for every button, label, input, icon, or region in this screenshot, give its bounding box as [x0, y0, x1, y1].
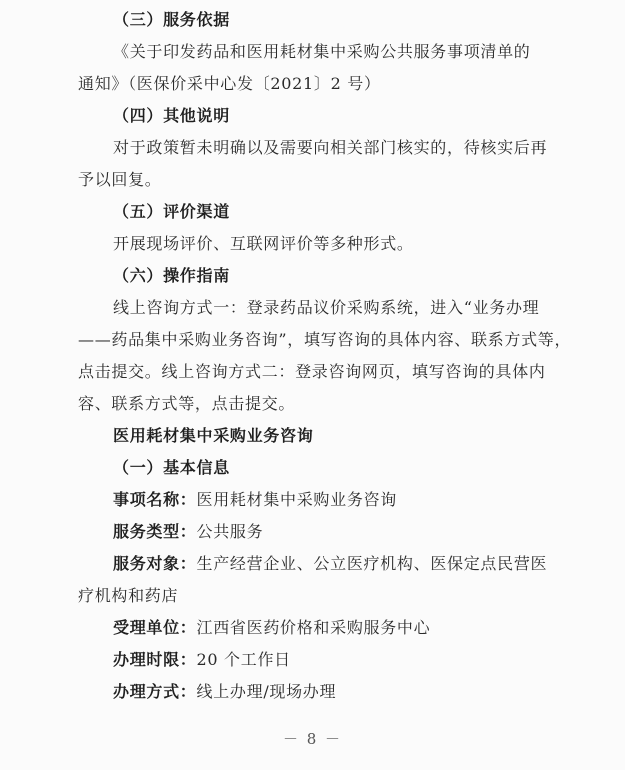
field-label: 办理方式： — [113, 682, 197, 701]
item-title: 医用耗材集中采购业务咨询 — [113, 426, 314, 445]
field-accepting-unit — [113, 618, 430, 638]
field-value-continuation: 疗机构和药店 — [78, 586, 179, 605]
paragraph-line: 线上咨询方式一：登录药品议价采购系统，进入“业务办理 — [113, 298, 540, 317]
field-value: 生产经营企业、公立医疗机构、医保定点民营医 — [196, 554, 548, 573]
field-service-type — [113, 522, 263, 542]
page-number: － 8 － — [282, 730, 343, 748]
section-heading-service-basis: （三）服务依据 — [113, 10, 230, 29]
field-time-limit — [113, 650, 291, 670]
field-label: 事项名称： — [113, 490, 197, 509]
field-service-target — [113, 554, 547, 574]
field-value: 线上办理/现场办理 — [196, 682, 337, 701]
field-label: 服务对象： — [113, 554, 197, 573]
paragraph-line: 点击提交。线上咨询方式二：登录咨询网页，填写咨询的具体内 — [78, 362, 546, 381]
field-label: 办理时限： — [113, 650, 197, 669]
field-value: 公共服务 — [196, 522, 264, 541]
field-handling-method — [113, 682, 336, 702]
field-item-name — [113, 490, 397, 510]
field-label: 服务类型： — [113, 522, 197, 541]
paragraph-line: 《关于印发药品和医用耗材集中采购公共服务事项清单的 — [113, 42, 531, 61]
field-value: 医用耗材集中采购业务咨询 — [196, 490, 397, 509]
paragraph-line: 通知》（医保价采中心发〔2021〕2 号） — [78, 74, 381, 93]
field-value: 江西省医药价格和采购服务中心 — [196, 618, 431, 637]
section-heading-evaluation-channels: （五）评价渠道 — [113, 202, 230, 221]
section-heading-operation-guide: （六）操作指南 — [113, 266, 230, 285]
paragraph-line: 对于政策暂未明确以及需要向相关部门核实的，待核实后再 — [113, 138, 548, 157]
paragraph-line: 予以回复。 — [78, 170, 162, 189]
section-heading-basic-info: （一）基本信息 — [113, 458, 230, 477]
section-heading-other-notes: （四）其他说明 — [113, 106, 230, 125]
field-label: 受理单位： — [113, 618, 197, 637]
paragraph-line: 开展现场评价、互联网评价等多种形式。 — [113, 234, 414, 253]
paragraph-line: 容、联系方式等，点击提交。 — [78, 394, 296, 413]
field-value: 20 个工作日 — [196, 650, 291, 669]
paragraph-line: ——药品集中采购业务咨询”，填写咨询的具体内容、联系方式等， — [78, 330, 572, 349]
